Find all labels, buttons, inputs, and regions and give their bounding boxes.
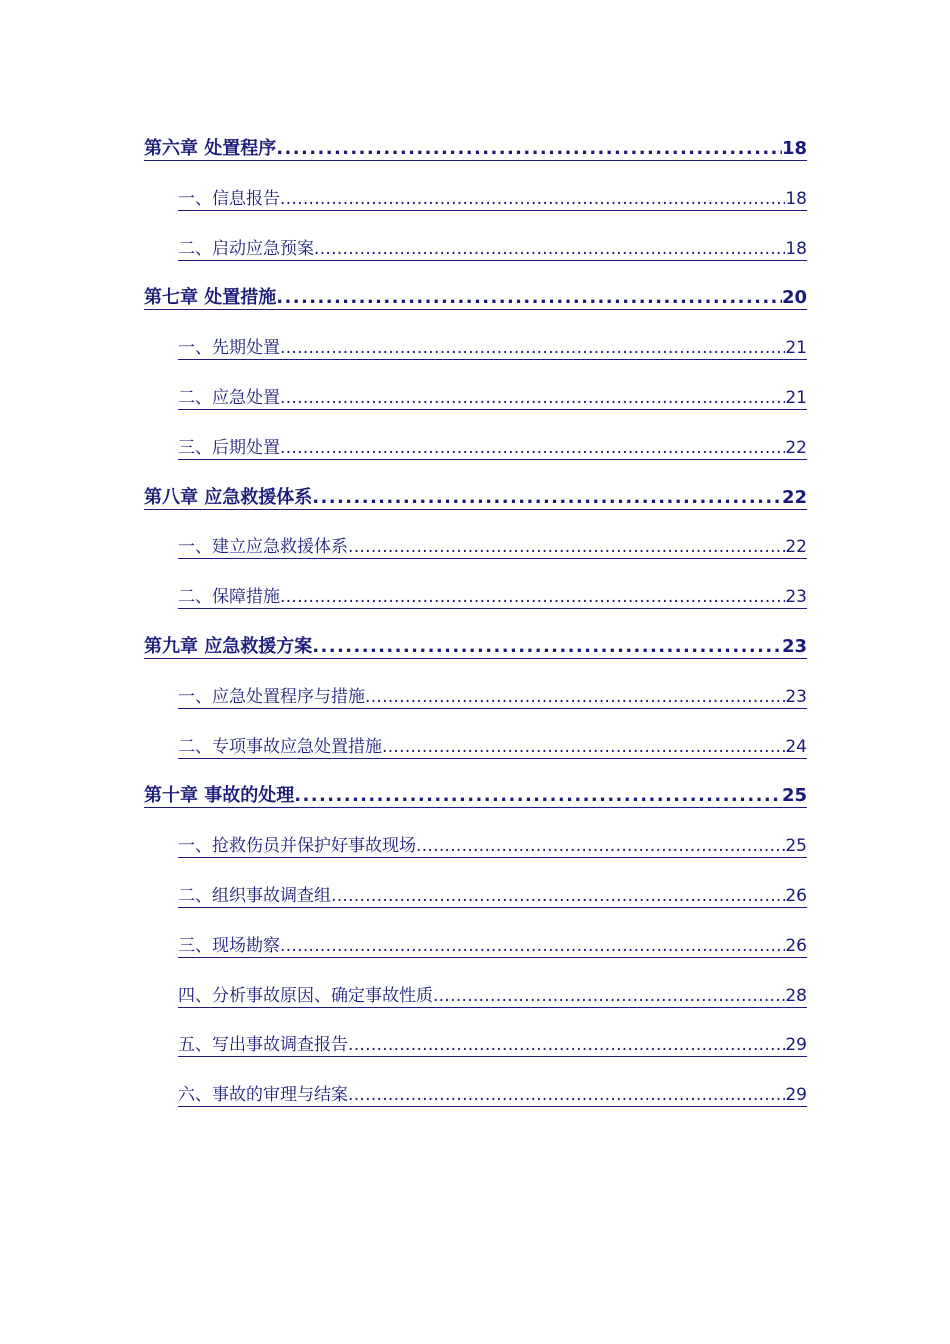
toc-entry-label: 三、后期处置 bbox=[178, 437, 280, 458]
toc-chapter-6[interactable] bbox=[144, 136, 807, 186]
toc-chapter-8[interactable] bbox=[144, 485, 807, 535]
toc-page-number: 28 bbox=[785, 985, 807, 1006]
toc-entry-label: 二、组织事故调查组 bbox=[178, 885, 331, 906]
toc-page-number: 23 bbox=[785, 686, 807, 707]
toc-section-emergency-handling[interactable] bbox=[144, 385, 807, 435]
toc-page-number: 22 bbox=[785, 537, 807, 558]
toc-dot-leader bbox=[382, 736, 785, 759]
toc-dot-leader bbox=[365, 686, 785, 709]
toc-page-number: 23 bbox=[785, 587, 807, 608]
toc-entry-label: 六、事故的审理与结案 bbox=[178, 1085, 348, 1106]
toc-page-number: 21 bbox=[785, 387, 807, 408]
toc-entry-label: 二、应急处置 bbox=[178, 387, 280, 408]
toc-dot-leader bbox=[280, 188, 785, 211]
toc-entry-label: 一、抢救伤员并保护好事故现场 bbox=[178, 836, 416, 857]
toc-dot-leader bbox=[280, 337, 785, 360]
toc-page-number: 18 bbox=[785, 188, 807, 209]
toc-section-procedures-measures[interactable] bbox=[144, 684, 807, 734]
toc-dot-leader bbox=[280, 935, 785, 958]
toc-dot-leader bbox=[433, 985, 785, 1008]
toc-chapter-7[interactable] bbox=[144, 285, 807, 335]
toc-dot-leader bbox=[348, 1034, 785, 1057]
toc-page-number: 26 bbox=[785, 935, 807, 956]
toc-dot-leader bbox=[276, 138, 782, 161]
toc-entry-label: 二、保障措施 bbox=[178, 587, 280, 608]
toc-entry-label: 一、信息报告 bbox=[178, 188, 280, 209]
toc-dot-leader bbox=[331, 885, 785, 908]
toc-page-number: 26 bbox=[785, 885, 807, 906]
toc-page-number: 18 bbox=[785, 238, 807, 259]
toc-entry-label: 第七章 处置措施 bbox=[144, 287, 277, 309]
toc-entry-label: 二、专项事故应急处置措施 bbox=[178, 736, 382, 757]
toc-section-start-plan[interactable] bbox=[144, 236, 807, 286]
toc-page-number: 25 bbox=[785, 836, 807, 857]
toc-dot-leader bbox=[280, 586, 785, 609]
toc-section-site-survey[interactable] bbox=[144, 933, 807, 983]
toc-section-rescue-protect-scene[interactable] bbox=[144, 833, 807, 883]
toc-page-number: 21 bbox=[785, 338, 807, 359]
toc-section-build-rescue-system[interactable] bbox=[144, 534, 807, 584]
toc-entry-label: 一、建立应急救援体系 bbox=[178, 537, 348, 558]
toc-page-number: 22 bbox=[785, 437, 807, 458]
toc-section-early-handling[interactable] bbox=[144, 335, 807, 385]
toc-page-number: 25 bbox=[781, 785, 807, 807]
toc-section-write-report[interactable] bbox=[144, 1032, 807, 1082]
toc-section-analyze-cause[interactable] bbox=[144, 983, 807, 1033]
toc-page-number: 24 bbox=[785, 736, 807, 757]
toc-entry-label: 五、写出事故调查报告 bbox=[178, 1035, 348, 1056]
toc-entry-label: 第六章 处置程序 bbox=[144, 138, 277, 159]
toc-dot-leader bbox=[294, 785, 782, 808]
toc-section-info-report[interactable] bbox=[144, 186, 807, 236]
toc-entry-label: 第八章 应急救援体系 bbox=[144, 486, 313, 508]
toc-dot-leader bbox=[276, 287, 782, 310]
toc-page-number: 20 bbox=[781, 287, 807, 309]
toc-page-number: 18 bbox=[781, 138, 807, 159]
toc-dot-leader bbox=[348, 536, 785, 559]
toc-entry-label: 三、现场勘察 bbox=[178, 935, 280, 956]
toc-page-number: 29 bbox=[785, 1035, 807, 1056]
toc-dot-leader bbox=[312, 636, 782, 659]
table-of-contents bbox=[144, 136, 807, 1132]
toc-entry-label: 二、启动应急预案 bbox=[178, 238, 314, 259]
toc-dot-leader bbox=[280, 437, 785, 460]
toc-section-investigation-team[interactable] bbox=[144, 883, 807, 933]
toc-section-review-close[interactable] bbox=[144, 1082, 807, 1132]
toc-entry-label: 一、应急处置程序与措施 bbox=[178, 686, 365, 707]
toc-entry-label: 一、先期处置 bbox=[178, 338, 280, 359]
toc-page-number: 23 bbox=[781, 635, 807, 657]
toc-chapter-10[interactable] bbox=[144, 783, 807, 833]
toc-dot-leader bbox=[348, 1084, 785, 1107]
toc-chapter-9[interactable] bbox=[144, 634, 807, 684]
toc-section-later-handling[interactable] bbox=[144, 435, 807, 485]
toc-page-number: 22 bbox=[781, 486, 807, 508]
toc-section-special-accident-measures[interactable] bbox=[144, 734, 807, 784]
toc-entry-label: 四、分析事故原因、确定事故性质 bbox=[178, 985, 433, 1006]
toc-dot-leader bbox=[314, 238, 785, 261]
toc-entry-label: 第九章 应急救援方案 bbox=[144, 635, 313, 657]
toc-section-safeguards[interactable] bbox=[144, 584, 807, 634]
toc-entry-label: 第十章 事故的处理 bbox=[144, 785, 295, 807]
toc-dot-leader bbox=[312, 487, 782, 510]
toc-dot-leader bbox=[416, 835, 785, 858]
toc-page-number: 29 bbox=[785, 1085, 807, 1106]
toc-dot-leader bbox=[280, 387, 785, 410]
